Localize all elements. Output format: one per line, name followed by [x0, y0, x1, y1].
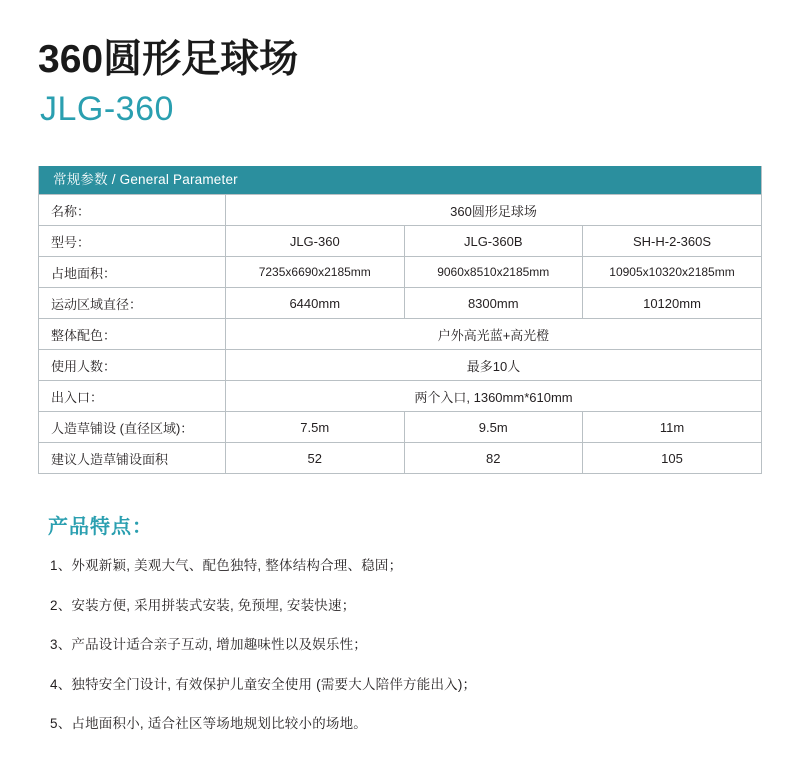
row-value-col1: 7235x6690x2185mm: [226, 257, 405, 288]
row-label: 运动区域直径：: [39, 288, 226, 319]
row-value-merged: 最多10人: [226, 350, 762, 381]
row-value-col1: 6440mm: [226, 288, 405, 319]
table-row: [39, 257, 761, 288]
row-label: 建议人造草铺设面积: [39, 443, 226, 474]
table-row: [39, 381, 761, 412]
row-value-col3: 105: [583, 443, 762, 474]
spec-table: [39, 194, 761, 473]
page-title: 360圆形足球场: [38, 38, 299, 81]
table-row: [39, 443, 761, 474]
list-item: 3、产品设计适合亲子互动, 增加趣味性以及娱乐性；: [50, 637, 368, 653]
row-value-merged: 两个入口, 1360mm*610mm: [226, 381, 762, 412]
table-row: [39, 195, 761, 226]
row-value-col2: 8300mm: [404, 288, 583, 319]
row-label: 占地面积：: [39, 257, 226, 288]
row-value-col2: 9.5m: [404, 412, 583, 443]
row-value-merged: 户外高光蓝+高光橙: [226, 319, 762, 350]
row-label: 出入口：: [39, 381, 226, 412]
table-row: [39, 412, 761, 443]
features-title: 产品特点：: [48, 516, 153, 539]
table-row: [39, 288, 761, 319]
row-label: 整体配色：: [39, 319, 226, 350]
row-label: 人造草铺设 (直径区域)：: [39, 412, 226, 443]
title-block: [38, 0, 762, 130]
row-label: 使用人数：: [39, 350, 226, 381]
list-item: 1、外观新颖, 美观大气、配色独特, 整体结构合理、稳固；: [50, 558, 403, 574]
table-row: [39, 350, 761, 381]
row-value-col1: 52: [226, 443, 405, 474]
row-value-merged: 360圆形足球场: [226, 195, 762, 226]
row-value-col1: 7.5m: [226, 412, 405, 443]
row-value-col3: 10905x10320x2185mm: [583, 257, 762, 288]
table-row: [39, 319, 761, 350]
row-value-col2: 9060x8510x2185mm: [404, 257, 583, 288]
row-label: 名称：: [39, 195, 226, 226]
table-row: [39, 226, 761, 257]
list-item: 5、占地面积小, 适合社区等场地规划比较小的场地。: [50, 716, 368, 732]
row-value-col3: 10120mm: [583, 288, 762, 319]
list-item: 4、独特安全门设计, 有效保护儿童安全使用 (需要大人陪伴方能出入)；: [50, 676, 477, 692]
table-section-title: 常规参数 / General Parameter: [39, 166, 761, 194]
row-value-col3: SH-H-2-360S: [583, 226, 762, 257]
model-code: JLG-360: [40, 89, 174, 128]
general-parameter-table: [38, 166, 762, 474]
row-value-col3: 11m: [583, 412, 762, 443]
row-value-col2: JLG-360B: [404, 226, 583, 257]
list-item: 2、安装方便, 采用拼装式安装, 免预埋, 安装快速；: [50, 597, 356, 613]
row-value-col1: JLG-360: [226, 226, 405, 257]
row-value-col2: 82: [404, 443, 583, 474]
features-section: [38, 510, 762, 733]
row-label: 型号：: [39, 226, 226, 257]
